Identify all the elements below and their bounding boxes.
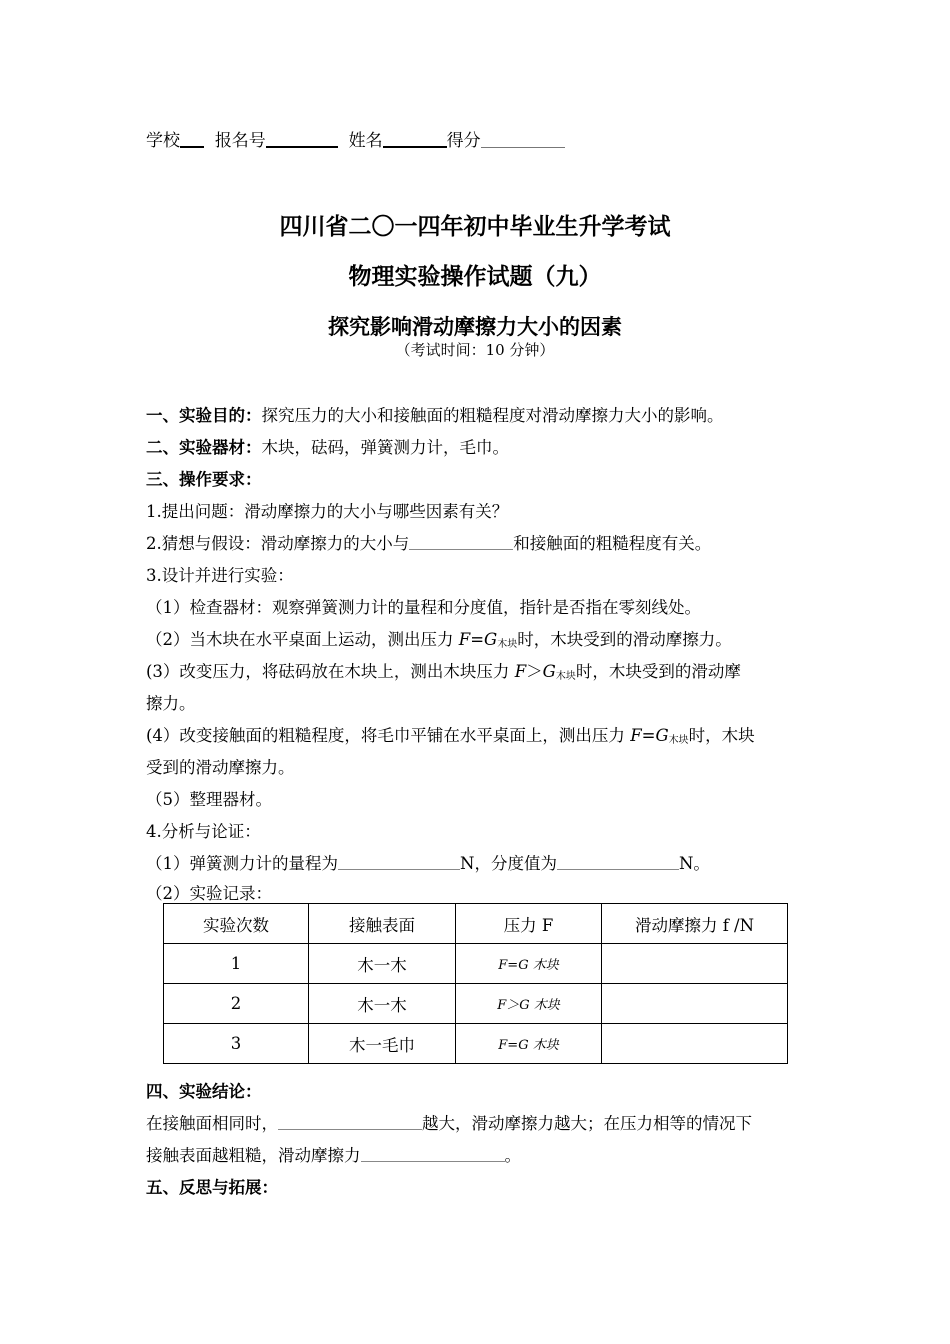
conclusion-1 (146, 1110, 752, 1134)
step-5: （5）整理器材。 (146, 790, 272, 809)
friction-cell[interactable] (602, 944, 788, 984)
pressure-cell: F＞G 木块 (456, 984, 602, 1024)
analysis-2: （2）实验记录： (146, 884, 272, 903)
operation-heading (146, 466, 262, 490)
formula-gt: ＞ (526, 662, 543, 681)
formula-sub: 木块 (555, 671, 576, 682)
experiment-topic: 探究影响滑动摩擦力大小的因素 (328, 315, 622, 339)
pressure-cell: F=G 木块 (456, 1024, 602, 1064)
analysis-1-text-c: N。 (678, 854, 710, 873)
exam-title: 四川省二〇一四年初中毕业生升学考试 (279, 214, 671, 240)
conclusion-label: 四、实验结论： (146, 1082, 262, 1101)
equipment-line (146, 434, 509, 458)
step-2 (146, 626, 732, 650)
conclusion-2 (146, 1142, 521, 1166)
table-row (164, 944, 788, 984)
friction-cell[interactable] (602, 984, 788, 1024)
step-3-text-a: (3）改变压力，将砝码放在木块上，测出木块压力 (146, 662, 515, 681)
step-4-cont: 受到的滑动摩擦力。 (146, 758, 295, 777)
step-1: （1）检查器材：观察弹簧测力计的量程和分度值，指针是否指在零刻线处。 (146, 598, 701, 617)
record-table (163, 903, 788, 1064)
analysis-1-text-b: N，分度值为 (460, 854, 557, 873)
formula-eq: = (641, 726, 656, 745)
contact-surface: 木一毛巾 (309, 1024, 456, 1064)
step-3-text-b: 时，木块受到的滑动摩 (575, 662, 741, 681)
exam-time: （考试时间：10 分钟） (395, 341, 555, 359)
header-cell: 接触表面 (309, 904, 456, 944)
header-cell: 压力 F (456, 904, 602, 944)
contact-surface: 木一木 (309, 984, 456, 1024)
range-blank[interactable] (338, 854, 460, 870)
name-blank[interactable] (383, 130, 447, 148)
question-1: 1.提出问题：滑动摩擦力的大小与哪些因素有关？ (146, 502, 509, 521)
formula-eq: = (470, 630, 485, 649)
header-cell: 滑动摩擦力 f /N (602, 904, 788, 944)
purpose-line (146, 402, 724, 426)
friction-cell[interactable] (602, 1024, 788, 1064)
step-4-text-b: 时，木块 (688, 726, 755, 745)
question-4: 4.分析与论证： (146, 822, 261, 841)
hypothesis-blank[interactable] (409, 534, 513, 550)
question-2-text-a: 2.猜想与假设：滑动摩擦力的大小与 (146, 534, 410, 553)
step-4-text-a: (4）改变接触面的粗糙程度，将毛巾平铺在水平桌面上，测出压力 (146, 726, 631, 745)
formula-g: G (484, 630, 498, 649)
table-header-row (164, 904, 788, 944)
equipment-label: 二、实验器材： (146, 438, 262, 457)
reflection-label: 五、反思与拓展： (146, 1178, 278, 1197)
name-label: 姓名 (348, 131, 383, 151)
reg-no-blank[interactable] (266, 130, 338, 148)
step-4 (146, 722, 755, 746)
division-blank[interactable] (557, 854, 679, 870)
question-2-text-b: 和接触面的粗糙程度有关。 (513, 534, 712, 553)
formula-f: F (630, 726, 642, 745)
formula-sub: 木块 (668, 735, 689, 746)
conclusion-1-text-b: 越大，滑动摩擦力越大；在压力相等的情况下 (422, 1114, 752, 1133)
contact-surface: 木一木 (309, 944, 456, 984)
conclusion-blank-2[interactable] (361, 1146, 505, 1162)
conclusion-blank-1[interactable] (278, 1114, 422, 1130)
formula-sub: 木块 (497, 639, 518, 650)
trial-number: 2 (164, 984, 309, 1024)
analysis-1-text-a: （1）弹簧测力计的量程为 (146, 854, 338, 873)
school-label: 学校 (146, 131, 180, 151)
table-row (164, 984, 788, 1024)
school-blank[interactable] (180, 130, 204, 148)
formula-g: G (655, 726, 669, 745)
pressure-cell: F=G 木块 (456, 944, 602, 984)
score-label: 得分 (446, 131, 481, 151)
score-blank[interactable] (481, 131, 565, 148)
exam-subtitle: 物理实验操作试题（九） (348, 264, 602, 290)
purpose-label: 一、实验目的： (146, 406, 262, 425)
question-2 (146, 530, 711, 554)
conclusion-2-text-a: 接触表面越粗糙，滑动摩擦力 (146, 1146, 361, 1165)
analysis-1 (146, 850, 710, 874)
equipment-text: 木块，砝码，弹簧测力计，毛巾。 (261, 438, 509, 457)
purpose-text: 探究压力的大小和接触面的粗糙程度对滑动摩擦力大小的影响。 (261, 406, 724, 425)
trial-number: 1 (164, 944, 309, 984)
operation-label: 三、操作要求： (146, 470, 262, 489)
header-cell: 实验次数 (164, 904, 309, 944)
header-fields (146, 126, 565, 151)
step-2-text-a: （2）当木块在水平桌面上运动，测出压力 (146, 630, 459, 649)
conclusion-heading (146, 1078, 262, 1102)
formula-f: F (458, 630, 471, 649)
reflection-heading (146, 1174, 278, 1198)
step-2-text-b: 时，木块受到的滑动摩擦力。 (517, 630, 732, 649)
step-3 (146, 658, 741, 682)
table-row (164, 1024, 788, 1064)
conclusion-1-text-a: 在接触面相同时， (146, 1114, 278, 1133)
reg-no-label: 报名号 (214, 131, 266, 151)
conclusion-2-text-b: 。 (504, 1146, 521, 1165)
trial-number: 3 (164, 1024, 309, 1064)
formula-g: G (542, 662, 556, 681)
formula-f: F (514, 662, 527, 681)
step-3-cont: 擦力。 (146, 694, 196, 713)
question-3: 3.设计并进行实验： (146, 566, 294, 585)
